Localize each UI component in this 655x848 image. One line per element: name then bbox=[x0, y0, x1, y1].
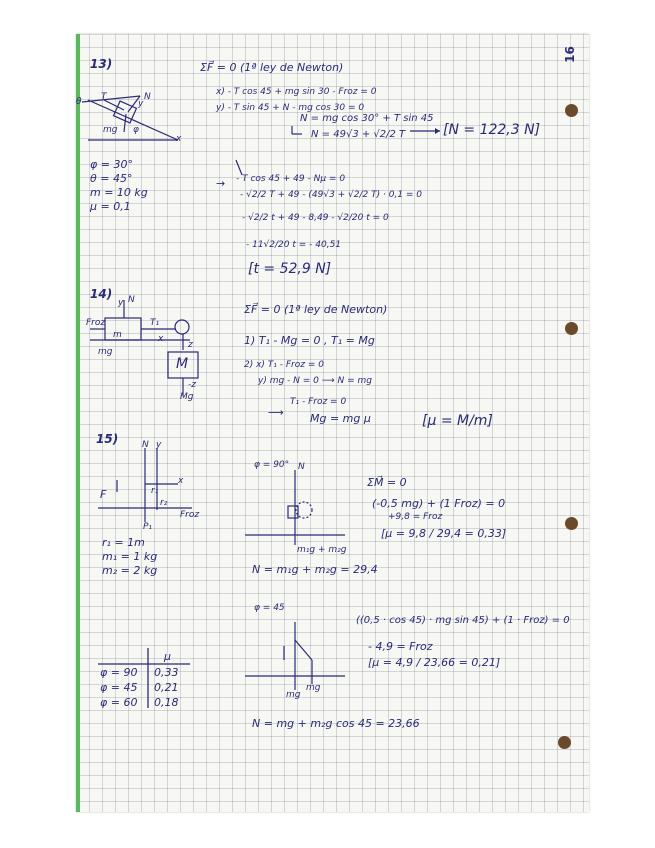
p13-eq-y: y) - T sin 45 + N - mg cos 30 = 0 bbox=[216, 103, 365, 113]
p14-label-Mg: Mg bbox=[180, 392, 194, 402]
p14-eq-1: 1) T₁ - Mg = 0 , T₁ = Mg bbox=[244, 334, 375, 347]
p15-table-row3-mu: 0,18 bbox=[154, 696, 179, 709]
p15-label-x: x bbox=[178, 476, 184, 486]
p14-label-y: y bbox=[118, 298, 124, 308]
p15-45-weight1: mg bbox=[286, 690, 301, 700]
p15-90-N: N bbox=[298, 462, 305, 472]
p13-label-theta: θ bbox=[76, 97, 82, 107]
p15-90-n-eq: N = m₁g + m₂g = 29,4 bbox=[252, 563, 378, 576]
p15-label-N: N bbox=[142, 440, 149, 450]
p14-result: [μ = M/m] bbox=[422, 413, 493, 429]
p14-label-m: m bbox=[113, 330, 122, 340]
p13-step-2: - √2/2 T + 49 - (49√3 + √2/2 T) · 0,1 = 0 bbox=[240, 190, 423, 200]
p13-step-1: - T cos 45 + 49 - Nμ = 0 bbox=[236, 174, 346, 184]
p15-45-weight2: mg bbox=[306, 683, 321, 693]
problem-14-title: ΣF⃗ = 0 (1ª ley de Newton) bbox=[244, 303, 388, 316]
p15-90-phi: φ = 90° bbox=[254, 460, 290, 470]
p15-label-r2: r₂ bbox=[160, 498, 168, 508]
p14-label-x: x bbox=[158, 334, 164, 344]
p15-label-r1: r₁ bbox=[151, 486, 159, 496]
p13-eq-n1: N = mg cos 30° + T sin 45 bbox=[300, 113, 434, 124]
p15-90-eq2: +9,8 = Froz bbox=[388, 512, 443, 522]
page-number: 16 bbox=[562, 46, 577, 63]
p13-given-1: φ = 30° bbox=[90, 158, 133, 171]
p15-given-3: m₂ = 2 kg bbox=[102, 564, 158, 577]
p14-label-mg: mg bbox=[98, 347, 113, 357]
p13-result: [t = 52,9 N] bbox=[248, 261, 332, 277]
p13-label-T: T bbox=[101, 92, 107, 102]
p13-label-N: N bbox=[144, 92, 151, 102]
p13-label-phi: φ bbox=[133, 125, 139, 135]
p13-n-result: [N = 122,3 N] bbox=[443, 122, 541, 138]
problem-14-number: 14) bbox=[90, 287, 113, 301]
problem-13-title: ΣF⃗ = 0 (1ª ley de Newton) bbox=[200, 61, 344, 74]
p13-given-3: m = 10 kg bbox=[90, 186, 148, 199]
p14-arrow: ⟶ bbox=[268, 406, 284, 419]
p14-label-T1: T₁ bbox=[150, 318, 160, 328]
p14-eq-3: T₁ - Froz = 0 bbox=[290, 397, 347, 407]
p13-eq-n2: N = 49√3 + √2/2 T bbox=[311, 129, 406, 140]
p13-eq-x: x) - T cos 45 + mg sin 30 - Froz = 0 bbox=[216, 87, 377, 97]
p15-90-result: [μ = 9,8 / 29,4 = 0,33] bbox=[381, 527, 507, 540]
p13-label-mg: mg bbox=[103, 125, 118, 135]
p14-label-N: N bbox=[128, 295, 135, 305]
p14-eq-2x: 2) x) T₁ - Froz = 0 bbox=[244, 360, 324, 370]
p15-label-P1: P₁ bbox=[143, 522, 153, 532]
p15-label-F: F bbox=[100, 488, 107, 501]
p14-label-froz: Froz bbox=[86, 318, 106, 328]
p15-45-phi: φ = 45 bbox=[254, 603, 285, 613]
p15-90-eq1: (-0,5 mg) + (1 Froz) = 0 bbox=[372, 497, 506, 510]
p13-step-4: - 11√2/20 t = - 40,51 bbox=[246, 240, 342, 250]
p13-label-y: y bbox=[138, 99, 144, 109]
p13-step-3: - √2/2 t + 49 - 8,49 - √2/20 t = 0 bbox=[242, 213, 389, 223]
p15-45-result: [μ = 4,9 / 23,66 = 0,21] bbox=[368, 656, 501, 669]
p14-label-M: M bbox=[176, 356, 189, 372]
p15-90-sum: ΣM⃗ = 0 bbox=[367, 476, 407, 489]
p15-90-weight: m₁g + m₂g bbox=[297, 545, 347, 555]
p15-45-eq1: ((0,5 · cos 45) · mg sin 45) + (1 · Froz) = 0 bbox=[356, 615, 570, 626]
p13-given-2: θ = 45° bbox=[90, 172, 133, 185]
p15-table-row1-phi: φ = 90 bbox=[100, 666, 138, 679]
problem-13-number: 13) bbox=[90, 57, 113, 71]
p13-given-4: μ = 0,1 bbox=[90, 200, 131, 213]
p15-table-row2-phi: φ = 45 bbox=[100, 681, 138, 694]
p15-table-row2-mu: 0,21 bbox=[154, 681, 179, 694]
p15-given-1: r₁ = 1m bbox=[102, 536, 145, 549]
p14-eq-4: Mg = mg μ bbox=[310, 412, 371, 425]
p15-45-n-eq: N = mg + m₂g cos 45 = 23,66 bbox=[252, 717, 420, 730]
p14-label-z: z bbox=[188, 340, 193, 350]
p13-label-x: x bbox=[176, 134, 182, 144]
p14-eq-2y: y) mg - N = 0 ⟶ N = mg bbox=[258, 376, 372, 386]
p15-given-2: m₁ = 1 kg bbox=[102, 550, 158, 563]
p13-arrow-1: → bbox=[216, 177, 226, 190]
p15-table-row1-mu: 0,33 bbox=[154, 666, 179, 679]
p15-table-header: μ bbox=[164, 650, 171, 663]
p15-label-froz: Froz bbox=[180, 510, 200, 520]
problem-15-number: 15) bbox=[96, 432, 119, 446]
p14-label-minus-z: -z bbox=[188, 380, 196, 390]
p15-table-row3-phi: φ = 60 bbox=[100, 696, 138, 709]
p15-45-eq2: - 4,9 = Froz bbox=[368, 640, 433, 653]
p15-label-y: y bbox=[156, 440, 162, 450]
